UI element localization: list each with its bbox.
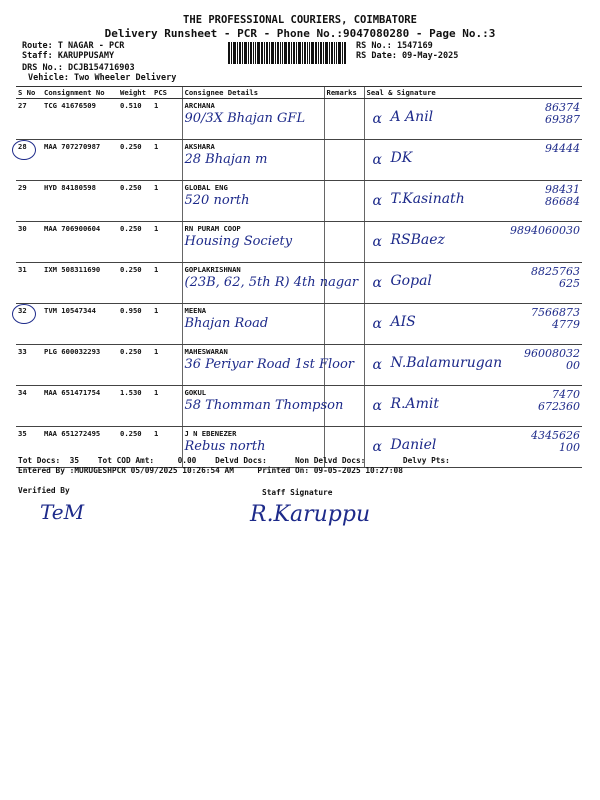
route-label: Route: T NAGAR - PCR — [22, 41, 125, 51]
verified-by-label: Verified By — [18, 486, 70, 495]
row-weight: 0.250 — [118, 345, 152, 386]
consignee-handwritten-note: 58 Thomman Thompson — [184, 398, 344, 413]
consignee-handwritten-note: 36 Periyar Road 1st Floor — [184, 357, 355, 372]
row-consignment-no: MAA 706900604 — [42, 222, 118, 263]
phone-note: 98431 86684 — [545, 183, 580, 208]
tick-mark-icon: α — [372, 111, 382, 127]
tick-mark-icon: α — [372, 398, 382, 414]
delivery-signature: AIS — [390, 314, 416, 330]
vehicle-label: Vehicle: Two Wheeler Delivery — [28, 73, 177, 83]
row-weight: 0.950 — [118, 304, 152, 345]
row-seal-signature — [364, 99, 582, 140]
consignee-handwritten-note: (23B, 62, 5th R) 4th nagar — [184, 275, 359, 290]
row-pcs: 1 — [152, 427, 182, 468]
consignee-handwritten-note: Rebus north — [184, 439, 266, 454]
row-weight: 0.510 — [118, 99, 152, 140]
consignee-handwritten-note: 90/3X Bhajan GFL — [184, 111, 306, 126]
row-remarks — [324, 140, 364, 181]
staff-signature: R.Karuppu — [250, 502, 371, 527]
consignee-name: GLOBAL ENG — [184, 183, 228, 192]
consignee-name: ARCHANA — [184, 101, 215, 110]
tick-mark-icon: α — [372, 234, 382, 250]
row-consignee — [182, 345, 355, 386]
row-consignee — [182, 181, 324, 222]
row-remarks — [324, 181, 364, 222]
table-row — [16, 386, 582, 427]
tick-mark-icon: α — [372, 316, 382, 332]
verified-signature: TeM — [40, 500, 85, 524]
barcode-icon — [228, 42, 346, 64]
row-consignment-no: PLG 600032293 — [42, 345, 118, 386]
row-sno: 31 — [16, 263, 42, 304]
row-sno: 30 — [16, 222, 42, 263]
table-row — [16, 181, 582, 222]
col-consignee: Consignee Details — [182, 87, 324, 99]
consignee-handwritten-note: Bhajan Road — [184, 316, 269, 331]
phone-note: 4345626 100 — [531, 429, 580, 454]
circle-mark-icon — [12, 304, 36, 324]
consignee-name: MAHESWARAN — [184, 347, 228, 356]
table-header-row — [16, 87, 582, 99]
tick-mark-icon: α — [372, 439, 382, 455]
consignee-name: J N EBENEZER — [184, 429, 237, 438]
delivery-signature: N.Balamurugan — [390, 355, 503, 371]
phone-note: 7470 672360 — [538, 388, 580, 413]
row-consignment-no: TVM 10547344 — [42, 304, 118, 345]
row-seal-signature — [364, 140, 582, 181]
table-row — [16, 263, 582, 304]
phone-note: 96008032 00 — [524, 347, 580, 372]
table-row — [16, 304, 582, 345]
col-consignment: Consignment No — [42, 87, 118, 99]
row-sno: 28 — [16, 140, 42, 181]
col-seal-signature: Seal & Signature — [364, 87, 582, 99]
row-pcs: 1 — [152, 304, 182, 345]
row-consignment-no: TCG 41676509 — [42, 99, 118, 140]
row-sno: 35 — [16, 427, 42, 468]
rs-date: RS Date: 09-May-2025 — [356, 51, 459, 61]
delivery-signature: RSBaez — [390, 232, 445, 248]
row-remarks — [324, 304, 364, 345]
row-sno: 29 — [16, 181, 42, 222]
row-pcs: 1 — [152, 222, 182, 263]
row-pcs: 1 — [152, 263, 182, 304]
consignee-name: RN PURAM COOP — [184, 224, 241, 233]
row-consignment-no: IXM 508311690 — [42, 263, 118, 304]
row-consignment-no: MAA 707270987 — [42, 140, 118, 181]
consignee-name: MEENA — [184, 306, 207, 315]
table-row — [16, 345, 582, 386]
tick-mark-icon: α — [372, 152, 382, 168]
consignee-handwritten-note: Housing Society — [184, 234, 293, 249]
col-sno: S No — [16, 87, 42, 99]
row-sno: 34 — [16, 386, 42, 427]
col-remarks: Remarks — [324, 87, 364, 99]
table-row — [16, 140, 582, 181]
delivery-signature: Daniel — [390, 437, 437, 453]
row-consignee — [182, 263, 359, 304]
row-remarks — [324, 345, 364, 386]
row-consignee — [182, 222, 324, 263]
phone-note: 86374 69387 — [545, 101, 580, 126]
row-consignee — [182, 140, 324, 181]
phone-note: 9894060030 — [510, 224, 580, 237]
table-row — [16, 222, 582, 263]
drs-number: DRS No.: DCJB154716903 — [22, 63, 135, 73]
row-consignment-no: HYD 84180598 — [42, 181, 118, 222]
row-weight: 1.530 — [118, 386, 152, 427]
row-seal-signature — [364, 386, 582, 427]
phone-note: 7566873 4779 — [531, 306, 580, 331]
runsheet-table — [16, 86, 582, 468]
row-consignee — [182, 99, 324, 140]
row-weight: 0.250 — [118, 222, 152, 263]
consignee-name: GOPLAKRISHNAN — [184, 265, 241, 274]
row-consignment-no: MAA 651272495 — [42, 427, 118, 468]
tick-mark-icon: α — [372, 275, 382, 291]
phone-note: 8825763 625 — [531, 265, 580, 290]
row-sno: 33 — [16, 345, 42, 386]
row-pcs: 1 — [152, 140, 182, 181]
row-pcs: 1 — [152, 345, 182, 386]
row-sno: 27 — [16, 99, 42, 140]
row-weight: 0.250 — [118, 427, 152, 468]
row-seal-signature — [364, 304, 582, 345]
totals-line: Tot Docs: 35 Tot COD Amt: 0.00 Delvd Docs: Non Delvd Docs: Delvy Pts: — [18, 456, 450, 465]
phone-note: 94444 — [545, 142, 580, 155]
delivery-signature: DK — [390, 150, 413, 166]
consignee-handwritten-note: 28 Bhajan m — [184, 152, 268, 167]
row-sno: 32 — [16, 304, 42, 345]
row-weight: 0.250 — [118, 181, 152, 222]
tick-mark-icon: α — [372, 357, 382, 373]
staff-signature-label: Staff Signature — [262, 488, 333, 497]
consignee-name: GOKUL — [184, 388, 207, 397]
row-pcs: 1 — [152, 99, 182, 140]
row-seal-signature — [364, 263, 582, 304]
row-seal-signature — [364, 345, 582, 386]
row-weight: 0.250 — [118, 140, 152, 181]
entered-by-line: Entered By :MURUGESHPCR 05/09/2025 10:26:54 AM Printed On: 09-05-2025 10:27:08 — [18, 466, 403, 475]
table-row — [16, 99, 582, 140]
consignee-name: AKSHARA — [184, 142, 215, 151]
company-title: THE PROFESSIONAL COURIERS, COIMBATORE — [183, 14, 417, 26]
col-weight: Weight — [118, 87, 152, 99]
tick-mark-icon: α — [372, 193, 382, 209]
consignee-handwritten-note: 520 north — [184, 193, 250, 208]
row-pcs: 1 — [152, 181, 182, 222]
row-seal-signature — [364, 222, 582, 263]
row-weight: 0.250 — [118, 263, 152, 304]
row-remarks — [324, 99, 364, 140]
row-consignee — [182, 386, 344, 427]
col-pcs: PCS — [152, 87, 182, 99]
circle-mark-icon — [12, 140, 36, 160]
row-consignment-no: MAA 651471754 — [42, 386, 118, 427]
row-remarks — [324, 222, 364, 263]
row-consignee — [182, 304, 324, 345]
delivery-signature: Gopal — [390, 273, 432, 289]
delivery-signature: R.Amit — [390, 396, 439, 412]
row-pcs: 1 — [152, 386, 182, 427]
row-remarks — [324, 386, 364, 427]
runsheet-subtitle: Delivery Runsheet - PCR - Phone No.:9047080280 - Page No.:3 — [104, 27, 496, 40]
delivery-signature: T.Kasinath — [390, 191, 465, 207]
row-remarks — [324, 263, 364, 304]
delivery-signature: A Anil — [390, 109, 434, 125]
staff-label: Staff: KARUPPUSAMY — [22, 51, 115, 61]
rs-number: RS No.: 1547169 — [356, 41, 433, 51]
row-seal-signature — [364, 181, 582, 222]
